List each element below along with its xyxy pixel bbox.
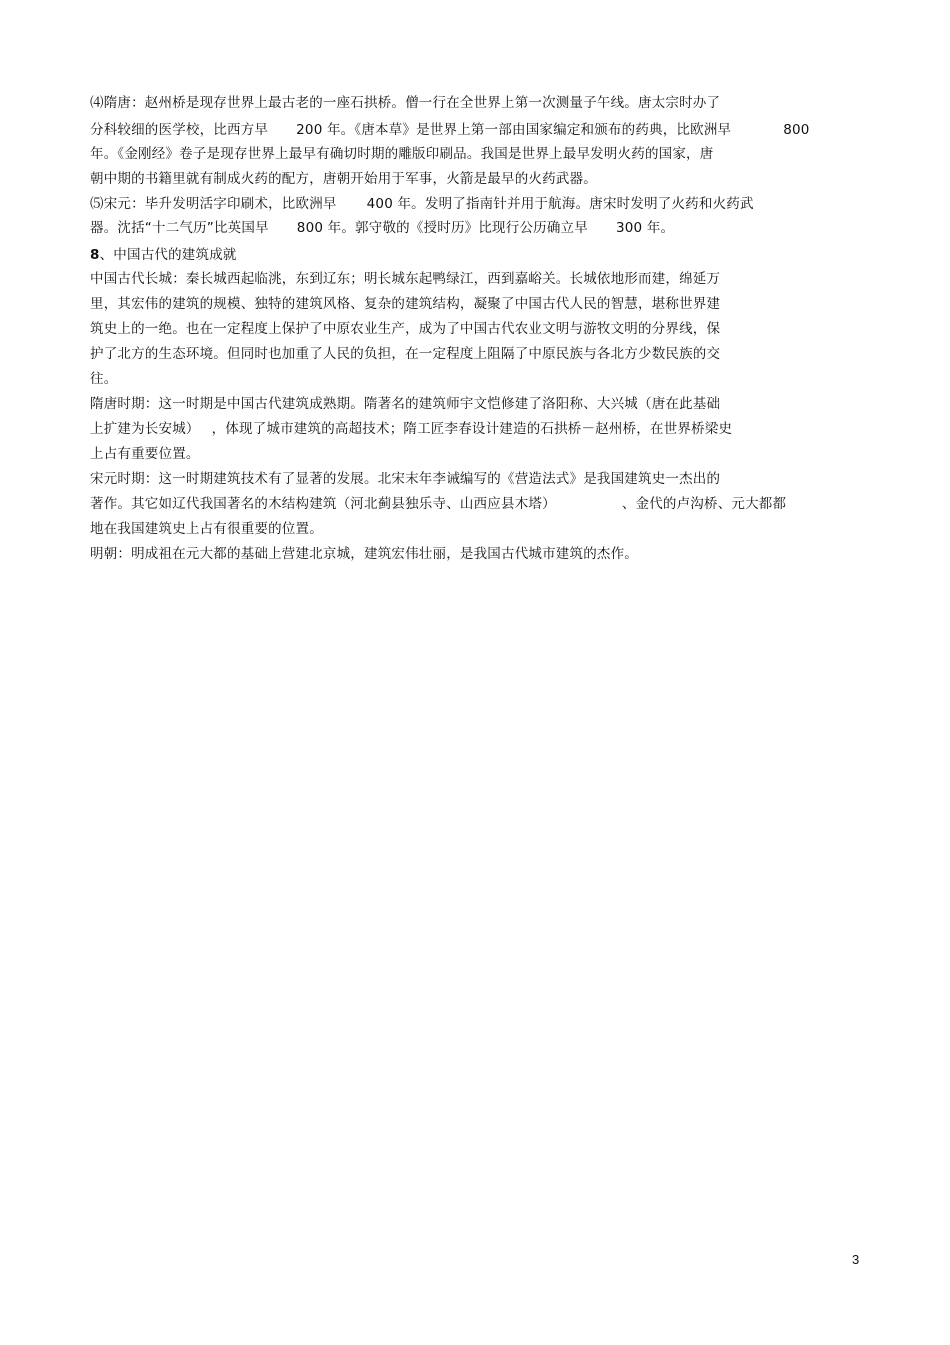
sui-tang-paragraph-line-1: ⑷隋唐：赵州桥是现存世界上最古老的一座石拱桥。僧一行在全世界上第一次测量子午线。唐太宗时办了 bbox=[90, 95, 721, 111]
text-segment: 著作。其它如辽代我国著名的木结构建筑（河北蓟县独乐寺、山西应县木塔） bbox=[90, 496, 556, 512]
song-yuan-architecture-line-2 bbox=[90, 495, 786, 513]
text-segment: ⑸宋元：毕升发明活字印刷术，比欧洲早 bbox=[90, 196, 337, 212]
text-segment: 器。沈括“十二气历”比英国早 bbox=[90, 220, 269, 236]
song-yuan-architecture-line-3: 地在我国建筑史上占有很重要的位置。 bbox=[90, 521, 323, 537]
great-wall-paragraph-line-2: 里，其宏伟的建筑的规模、独特的建筑风格、复杂的建筑结构，凝聚了中国古代人民的智慧，堪称世界建 bbox=[90, 296, 721, 312]
text-segment: 400 年。发明了指南针并用于航海。唐宋时发明了火药和火药武 bbox=[366, 196, 754, 212]
page-number: 3 bbox=[852, 1252, 860, 1267]
sui-tang-architecture-line-1: 隋唐时期：这一时期是中国古代建筑成熟期。隋著名的建筑师宇文恺修建了洛阳称、大兴城（唐在此基础 bbox=[90, 396, 721, 412]
section-number: 8 bbox=[90, 247, 100, 263]
great-wall-paragraph-line-1: 中国古代长城：秦长城西起临洮，东到辽东；明长城东起鸭绿江，西到嘉峪关。长城依地形而建，绵延万 bbox=[90, 271, 721, 287]
text-segment: ，体现了城市建筑的高超技术；隋工匠李春设计建造的石拱桥－赵州桥，在世界桥梁史 bbox=[211, 421, 733, 437]
song-yuan-paragraph-line-2 bbox=[90, 219, 674, 237]
sui-tang-architecture-line-2 bbox=[90, 420, 732, 438]
section-heading bbox=[90, 246, 237, 264]
ming-architecture-line-1: 明朝：明成祖在元大都的基础上营建北京城，建筑宏伟壮丽，是我国古代城市建筑的杰作。 bbox=[90, 546, 638, 562]
sui-tang-paragraph-line-3: 年。《金刚经》卷子是现存世界上最早有确切时期的雕版印刷品。我国是世界上最早发明火药的国家，唐 bbox=[90, 146, 714, 162]
song-yuan-architecture-line-1: 宋元时期：这一时期建筑技术有了显著的发展。北宋末年李诫编写的《营造法式》是我国建筑史一杰出的 bbox=[90, 471, 721, 487]
text-segment: 200 年。《唐本草》是世界上第一部由国家编定和颁布的药典，比欧洲早 bbox=[296, 122, 732, 138]
sui-tang-paragraph-line-4: 朝中期的书籍里就有制成火药的配方，唐朝开始用于军事，火箭是最早的火药武器。 bbox=[90, 171, 597, 187]
song-yuan-paragraph-line-1 bbox=[90, 195, 754, 213]
text-segment: 800 年。郭守敬的《授时历》比现行公历确立早 bbox=[296, 220, 588, 236]
text-segment: 上扩建为长安城） bbox=[90, 421, 200, 437]
section-title: 、中国古代的建筑成就 bbox=[99, 247, 237, 263]
text-segment: 300 年。 bbox=[615, 220, 675, 236]
sui-tang-paragraph-line-2 bbox=[90, 121, 810, 139]
great-wall-paragraph-line-3: 筑史上的一绝。也在一定程度上保护了中原农业生产，成为了中国古代农业文明与游牧文明的分界线，保 bbox=[90, 321, 721, 337]
great-wall-paragraph-line-4: 护了北方的生态环境。但同时也加重了人民的负担，在一定程度上阻隔了中原民族与各北方少数民族的交 bbox=[90, 346, 721, 362]
great-wall-paragraph-line-5: 往。 bbox=[90, 371, 118, 387]
text-segment: 800 bbox=[783, 122, 810, 138]
sui-tang-architecture-line-3: 上占有重要位置。 bbox=[90, 446, 200, 462]
text-segment: 分科较细的医学校，比西方早 bbox=[90, 122, 269, 138]
text-segment: 、金代的卢沟桥、元大都都 bbox=[621, 496, 787, 512]
